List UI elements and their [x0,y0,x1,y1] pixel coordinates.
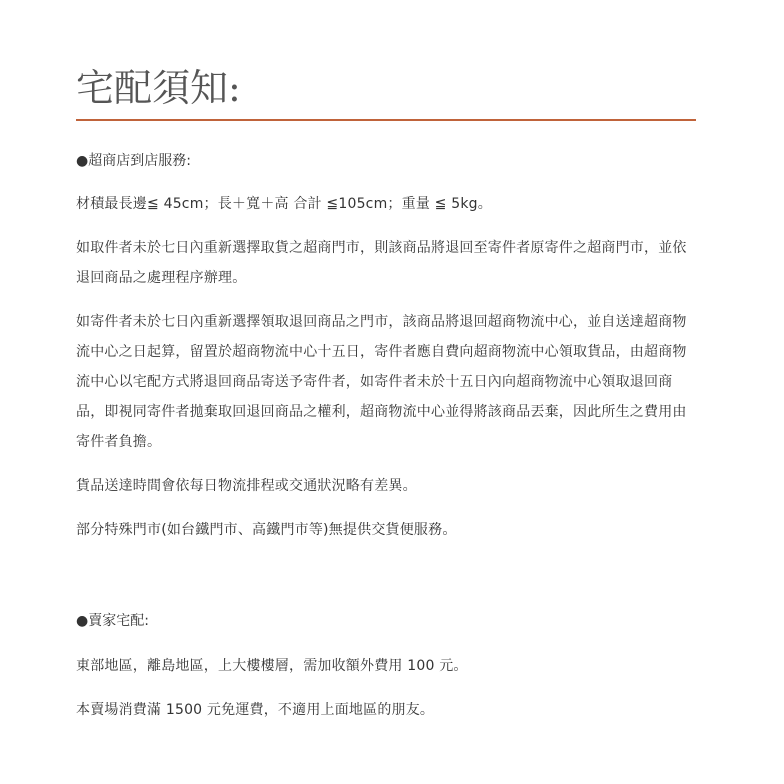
paragraph-free-shipping: 本賣場消費滿 1500 元免運費，不適用上面地區的朋友。 [76,702,435,718]
paragraph-delivery-time: 貨品送達時間會依每日物流排程或交通狀況略有差異。 [76,478,417,494]
paragraph-logistics-center: 如寄件者未於七日內重新選擇領取退回商品之門市，該商品將退回超商物流中心，並自送達超商物流中心之日起算，留置於超商物流中心十五日，寄件者應自費向超商物流中心領取貨品，由超商物流中心以宅配方式將退回商品寄送予寄件者，如寄件者未於十五日內向超商物流中心領取退回商品，即視同寄件者拋棄取回退回商品之權利，超商物流中心並得將該商品丟棄，因此所生之費用由寄件者負擔。 [76,314,687,450]
title-divider [76,119,696,121]
paragraph-special-stores: 部分特殊門市(如台鐵門市、高鐵門市等)無提供交貨便服務。 [76,522,457,538]
delivery-notice [76,62,696,725]
paragraph-size-limits: 材積最長邊≦ 45cm；長＋寬＋高 合計 ≦105cm；重量 ≦ 5kg。 [76,196,492,212]
paragraph-pickup-return: 如取件者未於七日內重新選擇取貨之超商門市，則該商品將退回至寄件者原寄件之超商門市，並依退回商品之處理程序辦理。 [76,240,687,286]
page-title: 宅配須知: [76,66,241,110]
paragraph-extra-fee: 東部地區，離島地區，上大樓樓層，需加收額外費用 100 元。 [76,658,468,674]
section-heading-store-to-store: ●超商店到店服務: [76,153,191,169]
section-heading-seller-delivery: ●賣家宅配: [76,613,149,629]
